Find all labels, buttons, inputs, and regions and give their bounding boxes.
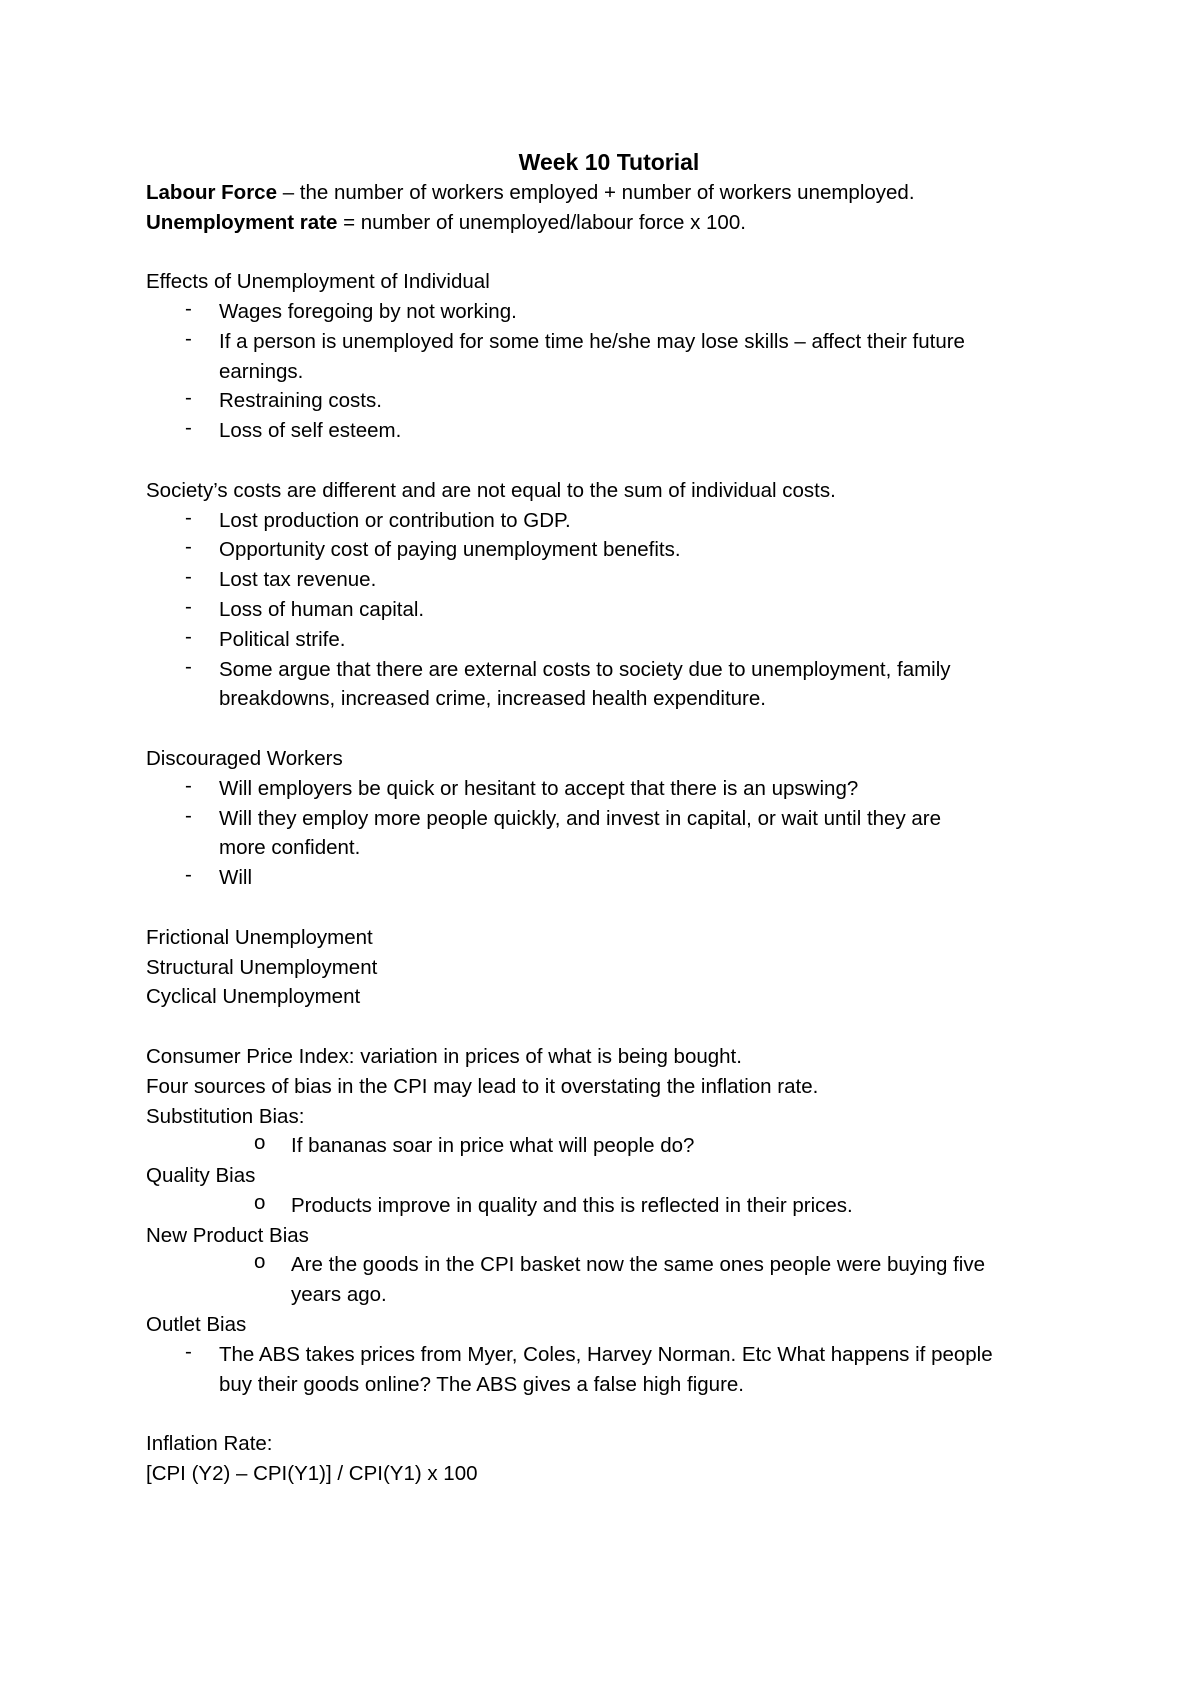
list-individual <box>146 297 1076 446</box>
list-item-line: Lost tax revenue. <box>219 568 377 592</box>
list-item <box>146 1131 1076 1161</box>
definition-term: Labour Force <box>146 180 277 204</box>
list-item <box>146 1340 1076 1400</box>
dash-marker: - <box>185 535 192 559</box>
list-item-line: Restraining costs. <box>219 389 382 413</box>
definition-labour-force <box>146 178 1076 208</box>
page-title: Week 10 Tutorial <box>518 149 700 175</box>
list-item <box>146 804 1076 864</box>
dash-marker: - <box>185 565 192 589</box>
list-item <box>146 297 1076 327</box>
list-item <box>146 655 1076 715</box>
section-heading-individual: Effects of Unemployment of Individual <box>146 270 490 294</box>
list-item-line: Will employers be quick or hesitant to accept that there is an upswing? <box>219 776 859 800</box>
list-item <box>146 774 1076 804</box>
dash-marker: - <box>185 624 192 648</box>
dash-marker: - <box>185 296 192 320</box>
list-item-line: Loss of human capital. <box>219 597 425 621</box>
dash-marker: - <box>185 1339 192 1363</box>
list-item-line: Will they employ more people quickly, and invest in capital, or wait until they are <box>219 806 942 830</box>
list-item-line: earnings. <box>219 359 304 383</box>
inflation-formula: [CPI (Y2) – CPI(Y1)] / CPI(Y1) x 100 <box>146 1462 478 1486</box>
circle-bullet: o <box>254 1190 266 1214</box>
bias-heading-quality: Quality Bias <box>146 1164 256 1188</box>
circle-bullet: o <box>254 1131 266 1155</box>
dash-marker: - <box>185 326 192 350</box>
list-item-line: more confident. <box>219 836 361 860</box>
spacer <box>146 446 1076 476</box>
cpi-definition: Consumer Price Index: variation in prices of what is being bought. <box>146 1044 742 1068</box>
list-item <box>146 595 1076 625</box>
list-item <box>146 506 1076 536</box>
list-item <box>146 863 1076 893</box>
definition-term: Unemployment rate <box>146 210 338 234</box>
spacer <box>146 237 1076 267</box>
list-item-line: If a person is unemployed for some time he/she may lose skills – affect their future <box>219 329 965 353</box>
definition-text: = number of unemployed/labour force x 100. <box>337 210 746 234</box>
list-item <box>146 416 1076 446</box>
list-item-line: Loss of self esteem. <box>219 419 402 443</box>
list-item-line: Wages foregoing by not working. <box>219 299 517 323</box>
list-discouraged <box>146 774 1076 893</box>
list-item <box>146 1191 1076 1221</box>
list-item-line: breakdowns, increased crime, increased health expenditure. <box>219 687 766 711</box>
list-item <box>146 1250 1076 1310</box>
dash-marker: - <box>185 773 192 797</box>
unemployment-type: Frictional Unemployment <box>146 925 373 949</box>
dash-marker: - <box>185 594 192 618</box>
spacer <box>146 1012 1076 1042</box>
list-item-line: Some argue that there are external costs to society due to unemployment, family <box>219 657 951 681</box>
dash-marker: - <box>185 505 192 529</box>
list-item <box>146 535 1076 565</box>
bias-heading-substitution: Substitution Bias: <box>146 1104 305 1128</box>
list-item-line: Opportunity cost of paying unemployment benefits. <box>219 538 681 562</box>
list-item-line: If bananas soar in price what will people do? <box>291 1134 695 1158</box>
list-item-line: buy their goods online? The ABS gives a false high figure. <box>219 1372 744 1396</box>
document-content <box>146 148 1076 1489</box>
bias-heading-new-product: New Product Bias <box>146 1223 309 1247</box>
inflation-heading: Inflation Rate: <box>146 1432 273 1456</box>
list-society <box>146 506 1076 715</box>
list-item <box>146 625 1076 655</box>
spacer <box>146 893 1076 923</box>
spacer <box>146 714 1076 744</box>
dash-marker: - <box>185 654 192 678</box>
list-item <box>146 327 1076 387</box>
spacer <box>146 1399 1076 1429</box>
dash-marker: - <box>185 803 192 827</box>
dash-marker: - <box>185 416 192 440</box>
cpi-bias-intro: Four sources of bias in the CPI may lead to it overstating the inflation rate. <box>146 1074 819 1098</box>
list-item <box>146 565 1076 595</box>
list-item-line: Lost production or contribution to GDP. <box>219 508 571 532</box>
section-heading-discouraged: Discouraged Workers <box>146 746 343 770</box>
unemployment-type: Cyclical Unemployment <box>146 985 361 1009</box>
list-item-line: The ABS takes prices from Myer, Coles, Harvey Norman. Etc What happens if people <box>219 1342 993 1366</box>
list-item-line: Political strife. <box>219 627 346 651</box>
definition-unemployment-rate <box>146 208 1076 238</box>
list-item-line: years ago. <box>291 1283 387 1307</box>
list-item-line: Will <box>219 866 253 890</box>
circle-bullet: o <box>254 1250 266 1274</box>
dash-marker: - <box>185 863 192 887</box>
bias-heading-outlet: Outlet Bias <box>146 1313 247 1337</box>
list-item-line: Are the goods in the CPI basket now the same ones people were buying five <box>291 1253 986 1277</box>
list-item <box>146 386 1076 416</box>
unemployment-type: Structural Unemployment <box>146 955 378 979</box>
section-heading-society: Society’s costs are different and are not equal to the sum of individual costs. <box>146 478 836 502</box>
dash-marker: - <box>185 386 192 410</box>
definition-text: – the number of workers employed + number of workers unemployed. <box>277 180 915 204</box>
list-item-line: Products improve in quality and this is reflected in their prices. <box>291 1193 853 1217</box>
